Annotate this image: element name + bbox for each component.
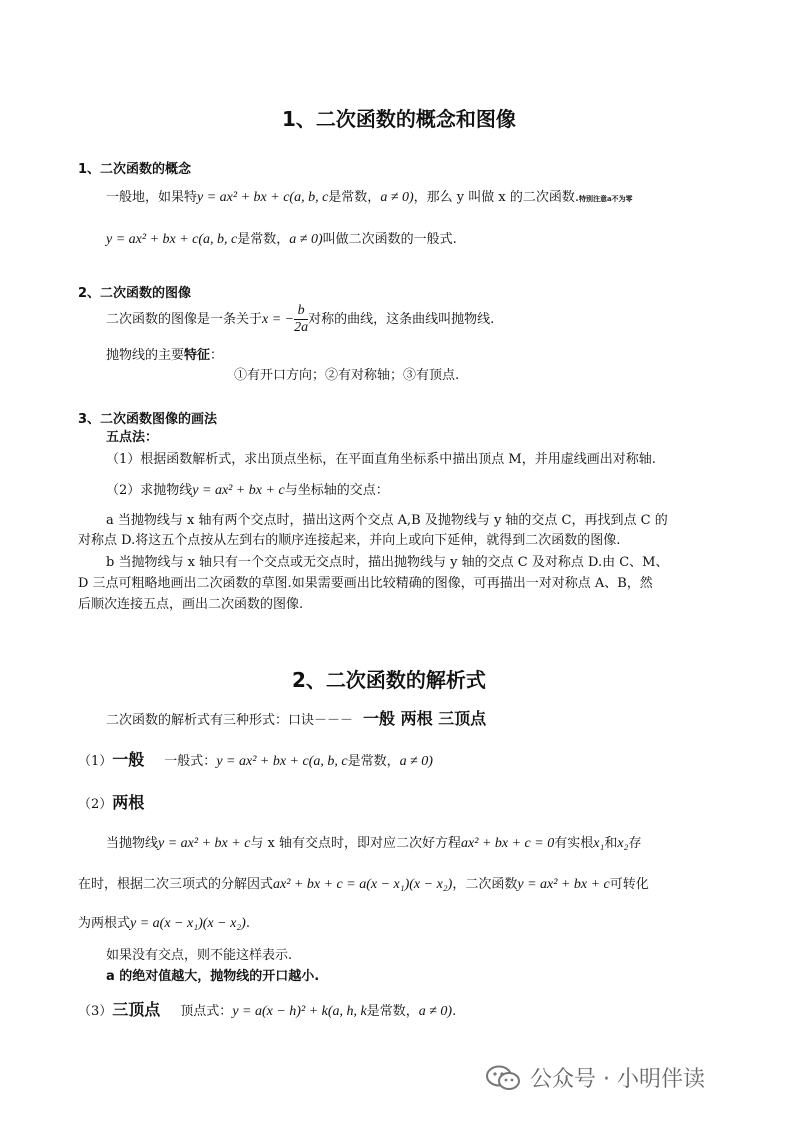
form2-para2: 在时，根据二次三项式的分解因式ax² + bx + c = a(x − x₁)(x − x₂)，二次函数y = ax² + bx + c可转化 — [78, 877, 649, 892]
s1-line1: 一般地，如果特y = ax² + bx + c(a, b, c是常数，a ≠ 0)，那么 y 叫做 x 的二次函数.特别注意a不为零 — [106, 190, 633, 205]
s3-b-line1: b 当抛物线与 x 轴只有一个交点或无交点时，描出抛物线与 y 轴的交点 C 及对称点 D.由 C、M、 — [106, 555, 669, 570]
fraction-b-over-2a: $\frac{b}{2a}$ — [294, 303, 309, 335]
section2-title: 2、二次函数的解析式 — [292, 668, 486, 692]
s3-b-line3: 后顺次连接五点，画出二次函数的图像. — [78, 597, 304, 612]
form2-para3: 为两根式y = a(x − x₁)(x − x₂). — [78, 916, 250, 931]
watermark — [486, 1062, 705, 1093]
wechat-icon — [486, 1065, 520, 1091]
form2-para1: 当抛物线y = ax² + bx + c与 x 轴有交点时，即对应二次好方程ax² + bx + c = 0有实根x₁和x₂存 — [106, 836, 642, 851]
s3-step1: （1）根据函数解析式，求出顶点坐标，在平面直角坐标系中描出顶点 M，并用虚线画出对称轴. — [106, 452, 656, 467]
s2-line3: ①有开口方向；②有对称轴；③有顶点. — [234, 368, 460, 383]
watermark-text: 公众号 · 小明伴读 — [530, 1067, 705, 1092]
s3-a-line2: 对称点 D.将这五个点按从左到右的顺序连接起来，并向上或向下延伸，就得到二次函数的图像. — [78, 533, 621, 548]
s3-b-line2: D 三点可粗略地画出二次函数的草图.如果需要画出比较精确的图像，可再描出一对对称点 A、B，然 — [78, 576, 653, 591]
s2-line1: 二次函数的图像是一条关于x = − $\frac{b}{2a}$ 对称的曲线，这条曲线叫抛物线. — [106, 303, 495, 335]
s1-line2: y = ax² + bx + c(a, b, c是常数，a ≠ 0)叫做二次函数的一般式. — [106, 232, 457, 247]
s3-method: 五点法： — [106, 430, 159, 445]
s2-heading: 2、二次函数的图像 — [78, 286, 192, 301]
form3-line: （3）三顶点 顶点式：y = a(x − h)² + k(a, h, k是常数，a ≠ 0). — [78, 1000, 457, 1019]
s3-step2: （2）求抛物线y = ax² + bx + c与坐标轴的交点： — [106, 483, 389, 498]
s3-heading: 3、二次函数图像的画法 — [78, 412, 218, 427]
s2-line2: 抛物线的主要特征： — [106, 348, 224, 363]
form2-para4: 如果没有交点，则不能这样表示. — [106, 948, 293, 963]
form1-line: （1）一般 一般式：y = ax² + bx + c(a, b, c是常数，a ≠ 0) — [78, 750, 433, 769]
s1-heading: 1、二次函数的概念 — [78, 162, 192, 177]
section1-title: 1、二次函数的概念和图像 — [282, 107, 516, 131]
s2-intro: 二次函数的解析式有三种形式：口诀－－－ 一般 两根 三顶点 — [106, 709, 487, 728]
form2-para5: a 的绝对值越大，抛物线的开口越小. — [106, 969, 320, 984]
s3-a-line1: a 当抛物线与 x 轴有两个交点时，描出这两个交点 A,B 及抛物线与 y 轴的交点 C，再找到点 C 的 — [106, 513, 668, 528]
form2-line: （2）两根 — [78, 793, 145, 812]
